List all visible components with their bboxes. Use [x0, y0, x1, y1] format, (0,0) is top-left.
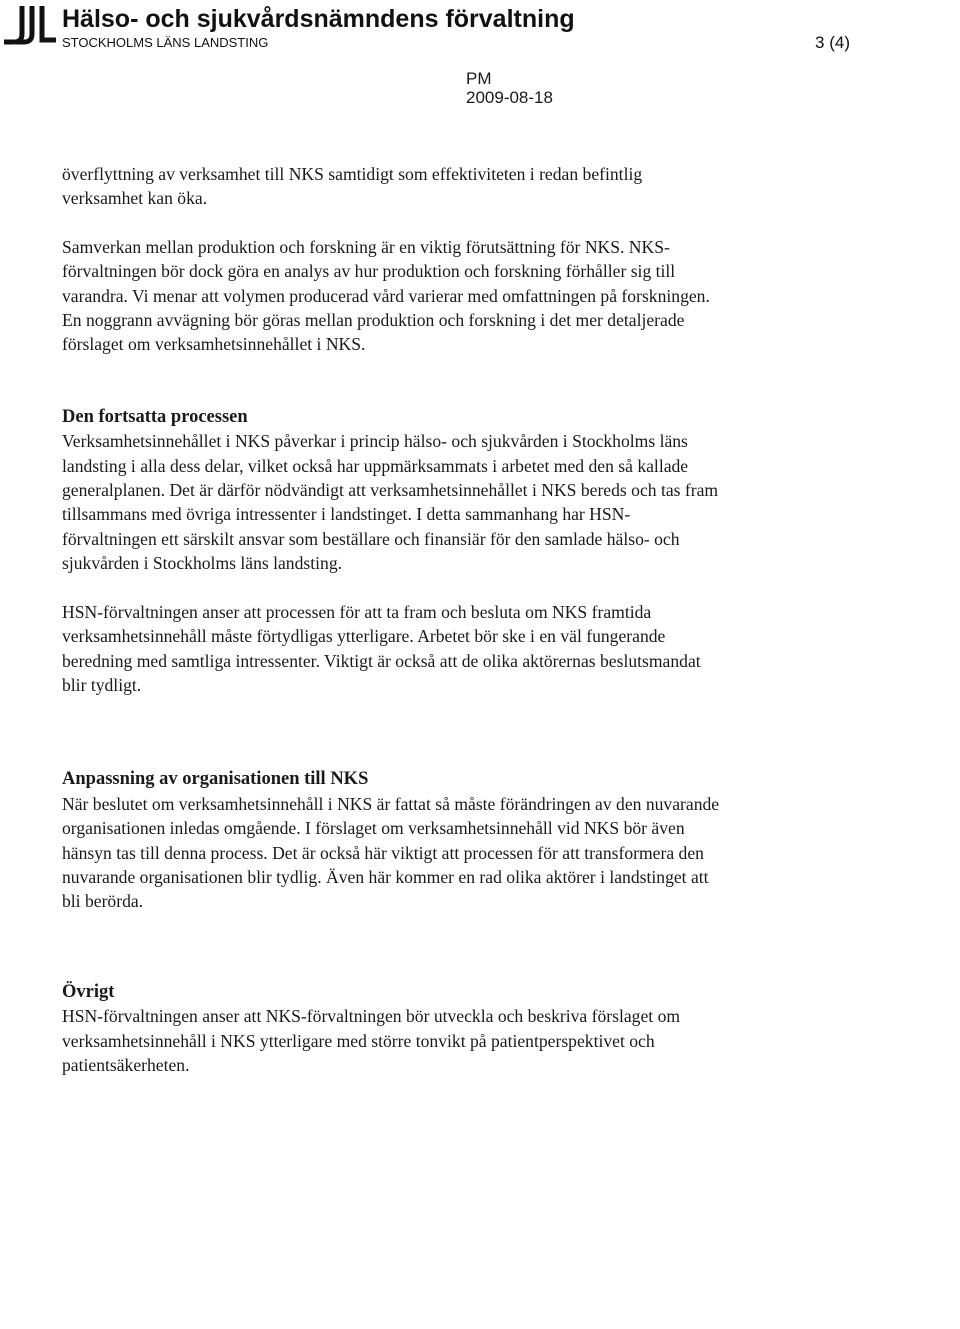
paragraph: HSN-förvaltningen anser att processen för att ta fram och besluta om NKS framtida verksamhetsinnehåll måste förtydligas ytterligare. Arbetet bör ske i en väl fungerande beredning med samtliga intressenter. Viktigt är också att de olika aktörernas beslutsmandat blir tydligt.	[62, 601, 701, 695]
sll-logo-icon	[2, 4, 56, 46]
document-date: 2009-08-18	[466, 88, 553, 107]
section-heading: Anpassning av organisationen till NKS	[62, 769, 369, 790]
paragraph: Verksamhetsinnehållet i NKS påverkar i princip hälso- och sjukvården i Stockholms läns landsting i alla dess delar, vilket också har uppmärksammats i arbetet med den så kallade generalplanen. Det är därför nödvändigt att verksamhetsinnehållet i NKS bereds och tas fram tillsammans med övriga intressenter i landstinget. I detta sammanhang har HSN-förvaltningen ett särskilt ansvar som beställare och finansiär för den samlade hälso- och sjukvården i Stockholms läns landsting.	[62, 431, 719, 574]
paragraph: Samverkan mellan produktion och forskning är en viktig förutsättning för NKS. NKS-förvaltningen bör dock göra en analys av hur produktion och forskning förhåller sig till varandra. Vi menar att volymen producerad vård varierar med omfattningen på forskningen. En noggrann avvägning bör göras mellan produktion och forskning i det mer detaljerade förslaget om verksamhetsinnehållet i NKS.	[62, 236, 710, 355]
section-heading: Den fortsatta processen	[62, 406, 248, 427]
document-type: PM	[466, 69, 492, 88]
org-title: Hälso- och sjukvårdsnämndens förvaltning	[62, 5, 575, 33]
document-body	[62, 162, 722, 1077]
paragraph: HSN-förvaltningen anser att NKS-förvaltningen bör utveckla och beskriva förslaget om verksamhetsinnehåll i NKS ytterligare med större tonvikt på patientperspektivet och patientsäkerheten.	[62, 1006, 681, 1075]
org-subtitle: STOCKHOLMS LÄNS LANDSTING	[62, 35, 269, 50]
section-heading: Övrigt	[62, 981, 115, 1002]
page-number: 3 (4)	[815, 33, 850, 52]
paragraph: När beslutet om verksamhetsinnehåll i NKS är fattat så måste förändringen av den nuvarande organisationen inledas omgående. I förslaget om verksamhetsinnehåll vid NKS bör även hänsyn tas till denna process. Det är också här viktigt att processen för att transformera den nuvarande organisationen blir tydlig. Även här kommer en rad olika aktörer i landstinget att bli berörda.	[62, 793, 720, 912]
paragraph: överflyttning av verksamhet till NKS samtidigt som effektiviteten i redan befintlig verksamhet kan öka.	[62, 164, 643, 209]
